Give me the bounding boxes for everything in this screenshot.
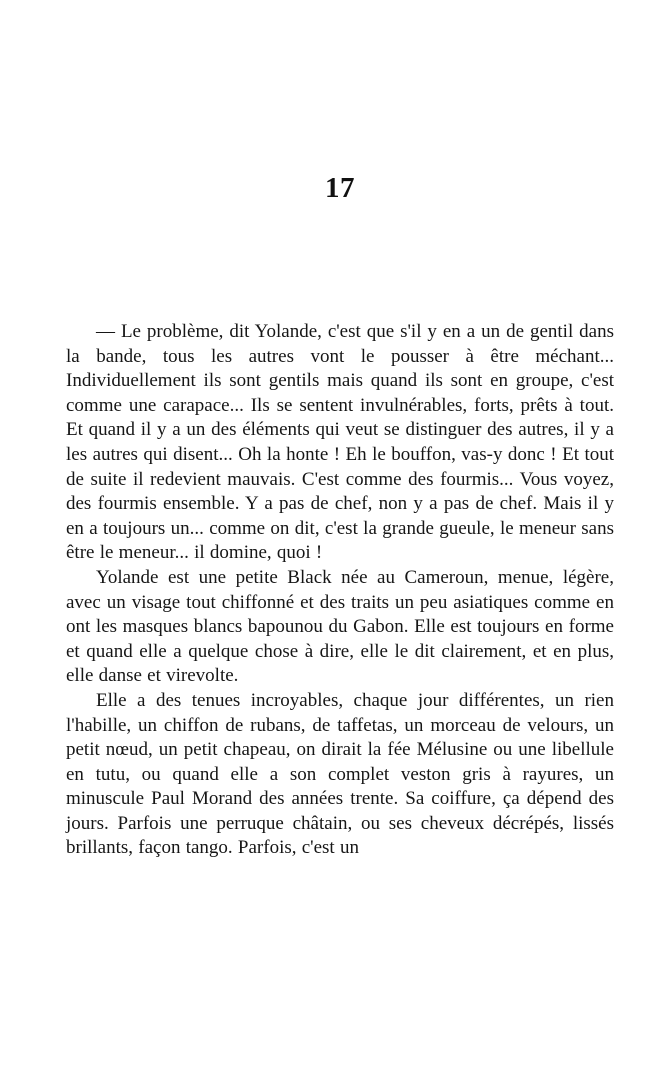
paragraph-dialogue: — Le problème, dit Yolande, c'est que s'il y en a un de gentil dans la bande, tous les autres vont le pousser à être méchant... Individuellement ils sont gentils mais quand ils sont en groupe, c'est comme une carapace... Ils se sentent invulnérables, forts, prêts à tout. Et quand il y a un des éléments qui veut se distinguer des autres, il y a les autres qui disent... Oh la honte ! Eh le bouffon, vas-y donc ! Et tout de suite il redevient mauvais. C'est comme des fourmis... Vous voyez, des fourmis ensemble. Y a pas de chef, non y a pas de chef. Mais il y en a toujours un... comme on dit, c'est la grande gueule, le meneur sans être le meneur... il domine, quoi ! bbox=[66, 321, 614, 564]
chapter-number: 17 bbox=[325, 172, 355, 204]
paragraph-description-tenues: Elle a des tenues incroyables, chaque jour différentes, un rien l'habille, un chiffon de rubans, de taffetas, un morceau de velours, un petit nœud, un petit chapeau, on dirait la fée Mélusine ou une libellule en tutu, ou quand elle a son complet veston gris à rayures, un minuscule Paul Morand des années trente. Sa coiffure, ça dépend des jours. Parfois une perruque châtain, ou ses cheveux décrépés, lissés brillants, façon tango. Parfois, c'est un bbox=[66, 689, 614, 859]
paragraph-description-yolande: Yolande est une petite Black née au Cameroun, menue, légère, avec un visage tout chiffonné et des traits un peu asiatiques comme en ont les masques blancs bapounou du Gabon. Elle est toujours en forme et quand elle a quelque chose à dire, elle le dit clairement, et en plus, elle danse et virevolte. bbox=[66, 566, 614, 687]
page-text-block bbox=[66, 320, 614, 861]
